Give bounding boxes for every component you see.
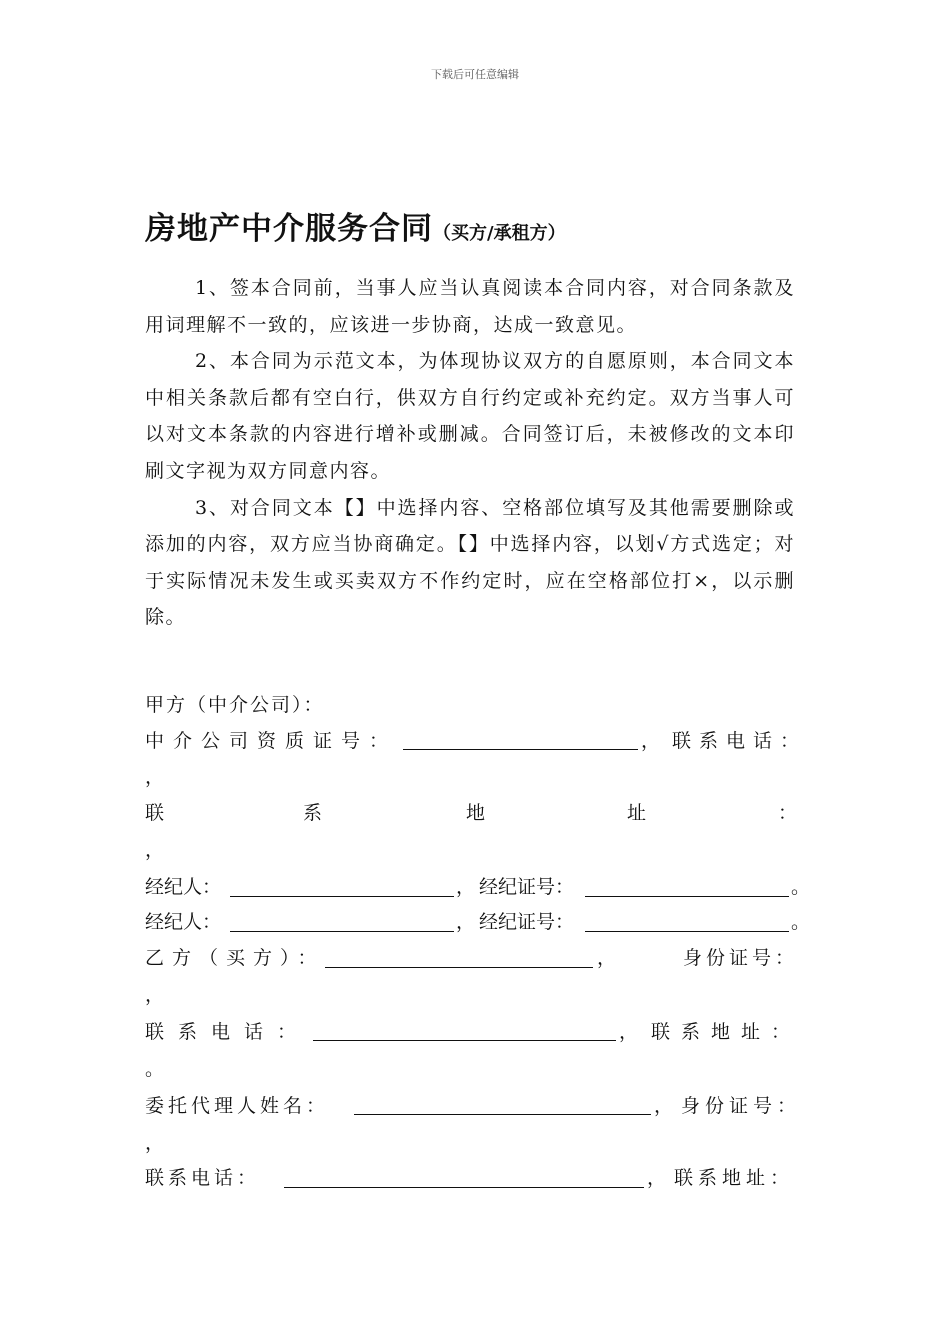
party-b-addr-label: 联系地址： <box>651 1021 802 1043</box>
agent-2-cert-input[interactable] <box>585 931 789 932</box>
contract-title <box>145 203 566 248</box>
comma-9: ， <box>654 1095 674 1117</box>
agent-1-input[interactable] <box>230 896 454 897</box>
agent-1-cert-label: 经纪证号： <box>479 876 575 898</box>
proxy-phone-label: 联系电话： <box>145 1167 261 1189</box>
party-b-phone-input[interactable] <box>313 1040 616 1041</box>
proxy-id-label: 身份证号： <box>681 1095 802 1117</box>
instruction-1: 1、签本合同前，当事人应当认真阅读本合同内容，对合同条款及用词理解不一致的，应该进一步协商，达成一致意见。 <box>145 277 795 336</box>
period-1: 。 <box>791 876 811 898</box>
agent-1-label: 经纪人： <box>145 876 222 898</box>
party-b-id-label: 身份证号： <box>683 947 799 969</box>
period-2: 。 <box>791 911 811 933</box>
period-3: 。 <box>145 1058 165 1080</box>
page-header: 下载后可任意编辑 <box>431 68 519 81</box>
comma-6: ， <box>597 947 617 969</box>
instructions <box>145 270 795 636</box>
comma-1: ， <box>641 730 661 752</box>
party-b-name-input[interactable] <box>325 967 593 968</box>
proxy-name-input[interactable] <box>354 1114 651 1115</box>
proxy-name-label: 委托代理人姓名： <box>145 1095 330 1117</box>
agent-2-input[interactable] <box>230 931 454 932</box>
comma-3: ， <box>145 839 165 861</box>
party-b-phone-label: 联系电话： <box>145 1021 311 1043</box>
party-b-label: 乙方（买方）： <box>145 947 325 969</box>
addr-char-2: 系 <box>303 802 323 824</box>
agent-2-label: 经纪人： <box>145 911 222 933</box>
proxy-addr-label: 联系地址： <box>674 1167 795 1189</box>
comma-8: ， <box>619 1021 639 1043</box>
agent-1-cert-input[interactable] <box>585 896 789 897</box>
title-subtitle: （买方/承租方） <box>433 223 566 244</box>
party-a-label: 甲方（中介公司）： <box>145 694 325 716</box>
comma-11: ， <box>647 1167 667 1189</box>
qualification-label: 中介公司资质证号： <box>145 730 398 752</box>
qualification-input[interactable] <box>403 749 638 750</box>
proxy-phone-input[interactable] <box>284 1187 644 1188</box>
addr-char-4: 址 <box>627 802 647 824</box>
agent-2-cert-label: 经纪证号： <box>479 911 575 933</box>
addr-char-3: 地 <box>466 802 486 824</box>
comma-10: ， <box>145 1132 165 1154</box>
title-main: 房地产中介服务合同 <box>145 211 433 247</box>
comma-7: ， <box>145 984 165 1006</box>
instruction-3: 3、对合同文本【】中选择内容、空格部位填写及其他需要删除或添加的内容，双方应当协商确定。【】中选择内容，以划√方式选定；对于实际情况未发生或买卖双方不作约定时，应在空格部位打×，以示删除。 <box>145 496 795 629</box>
comma-2: ， <box>145 766 165 788</box>
comma-4: ， <box>456 876 476 898</box>
comma-5: ， <box>456 911 476 933</box>
instruction-2: 2、本合同为示范文本，为体现协议双方的自愿原则，本合同文本中相关条款后都有空白行，供双方自行约定或补充约定。双方当事人可以对文本条款的内容进行增补或删减。合同签订后，未被修改的文本印刷文字视为双方同意内容。 <box>145 350 795 482</box>
addr-char-5: ： <box>778 802 798 824</box>
addr-char-1: 联 <box>145 802 165 824</box>
agency-phone-label: 联系电话： <box>672 730 808 752</box>
